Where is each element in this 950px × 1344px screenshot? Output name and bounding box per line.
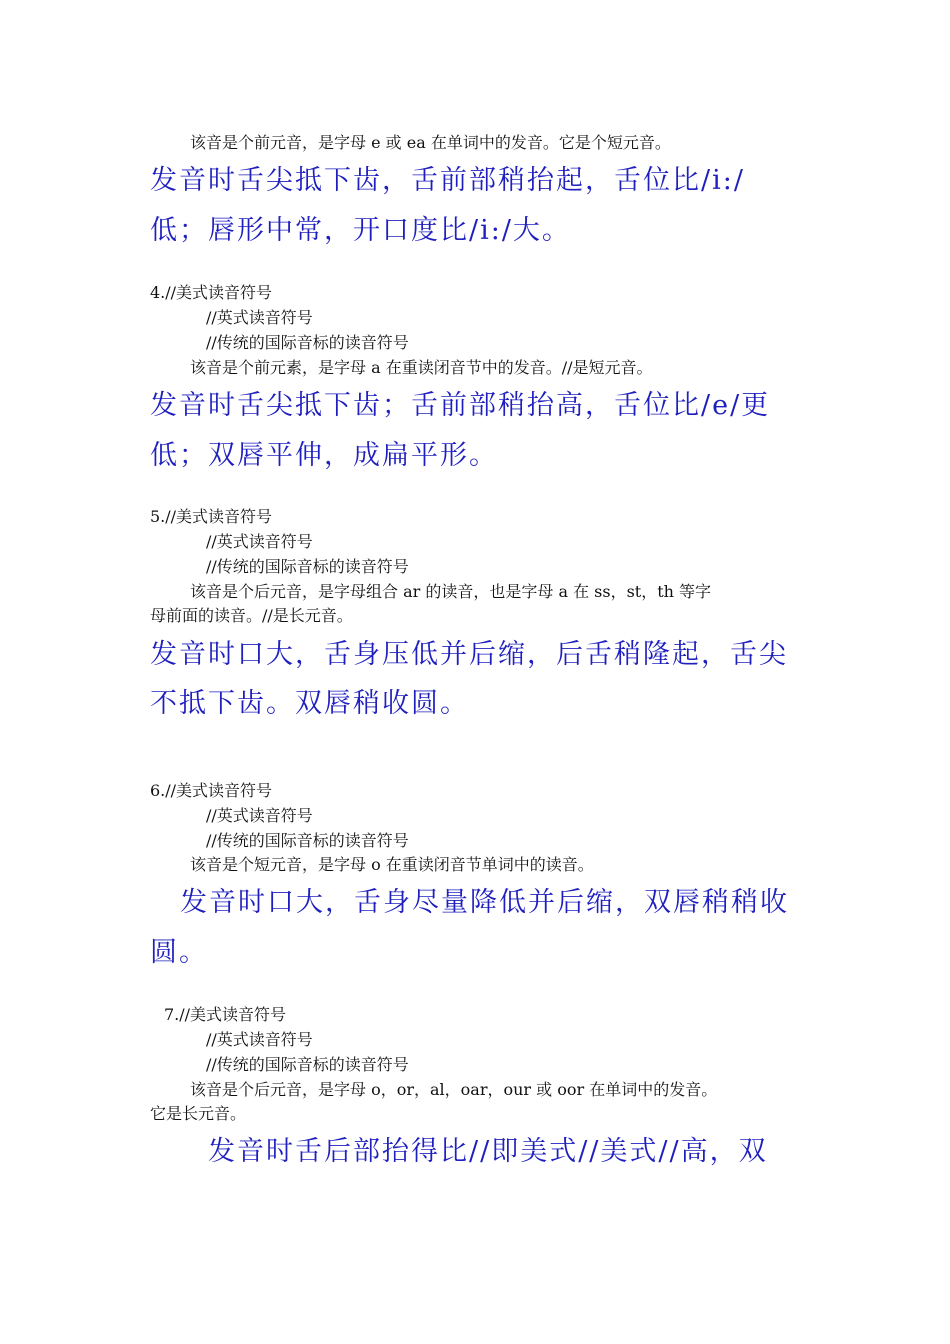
section-4-sub-1: //英式读音符号 (206, 308, 313, 327)
section-4-description: 该音是个前元素，是字母 a 在重读闭音节中的发音。//是短元音。 (190, 358, 653, 377)
section-4-pronunciation-line-2: 低；双唇平伸，成扁平形。 (150, 440, 498, 471)
section-6-pronunciation-line-2: 圆。 (150, 937, 208, 968)
section-5-description-line-1: 该音是个后元音，是字母组合 ar 的读音，也是字母 a 在 ss，st，th 等字 (190, 582, 712, 601)
section-7-sub-2: //传统的国际音标的读音符号 (206, 1055, 409, 1074)
intro-pronunciation-line-1: 发音时舌尖抵下齿，舌前部稍抬起，舌位比/i:/ (150, 165, 745, 196)
section-5-sub-2: //传统的国际音标的读音符号 (206, 557, 409, 576)
section-4-pronunciation-line-1: 发音时舌尖抵下齿；舌前部稍抬高，舌位比/e/更 (150, 390, 771, 421)
section-4-sub-2: //传统的国际音标的读音符号 (206, 333, 409, 352)
section-5-pronunciation-line-2: 不抵下齿。双唇稍收圆。 (150, 688, 469, 719)
section-5-heading: 5.//美式读音符号 (150, 507, 273, 526)
section-7-description-line-2: 它是长元音。 (150, 1104, 247, 1123)
section-6-description: 该音是个短元音，是字母 o 在重读闭音节单词中的读音。 (190, 855, 594, 874)
section-4-heading: 4.//美式读音符号 (150, 283, 273, 302)
section-5-pronunciation-line-1: 发音时口大，舌身压低并后缩，后舌稍隆起，舌尖 (150, 639, 788, 670)
section-7-pronunciation-line-1: 发音时舌后部抬得比//即美式//美式//高，双 (208, 1136, 768, 1167)
section-6-heading: 6.//美式读音符号 (150, 781, 273, 800)
section-6-sub-2: //传统的国际音标的读音符号 (206, 831, 409, 850)
intro-description: 该音是个前元音，是字母 e 或 ea 在单词中的发音。它是个短元音。 (190, 133, 671, 152)
section-7-description-line-1: 该音是个后元音，是字母 o，or，al，oar，our 或 oor 在单词中的发音。 (190, 1080, 718, 1099)
section-5-description-line-2: 母前面的读音。//是长元音。 (150, 606, 353, 625)
section-6-sub-1: //英式读音符号 (206, 806, 313, 825)
section-6-pronunciation-line-1: 发音时口大，舌身尽量降低并后缩，双唇稍稍收 (180, 887, 789, 918)
section-7-heading: 7.//美式读音符号 (164, 1005, 287, 1024)
intro-pronunciation-line-2: 低；唇形中常，开口度比/i:/大。 (150, 215, 571, 246)
section-5-sub-1: //英式读音符号 (206, 532, 313, 551)
section-7-sub-1: //英式读音符号 (206, 1030, 313, 1049)
